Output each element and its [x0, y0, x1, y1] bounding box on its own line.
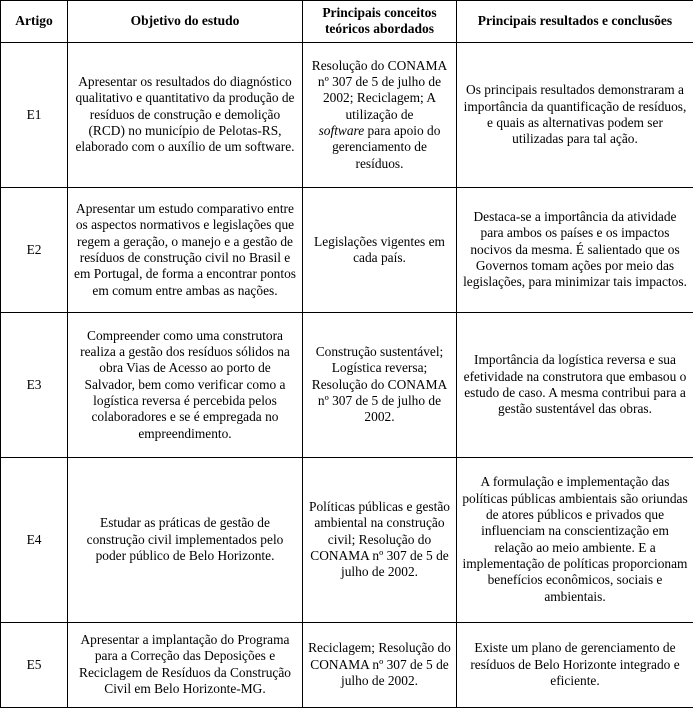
cell-resultados: Destaca-se a importância da atividade para ambos os países e os impactos nocivos da mesma. É salientado que os Governos tomam ações por meio das legislações, para minimizar tais impactos. [457, 187, 693, 312]
cell-conceitos: Legislações vigentes em cada país. [303, 187, 457, 312]
column-header-conceitos: Principais conceitos teóricos abordados [303, 1, 457, 43]
cell-artigo: E4 [1, 457, 68, 622]
cell-conceitos [303, 42, 457, 187]
cell-resultados: Os principais resultados demonstraram a importância da quantificação de resíduos, e quais as alternativas podem ser utilizadas para tal ação. [457, 42, 693, 187]
table-row [1, 42, 693, 187]
cell-objetivo: Estudar as práticas de gestão de construção civil implementados pelo poder público de Belo Horizonte. [68, 457, 303, 622]
cell-resultados: Existe um plano de gerenciamento de resíduos de Belo Horizonte integrado e eficiente. [457, 622, 693, 707]
cell-artigo: E3 [1, 312, 68, 457]
column-header-artigo: Artigo [1, 1, 68, 43]
column-header-resultados: Principais resultados e conclusões [457, 1, 693, 43]
cell-objetivo: Apresentar a implantação do Programa para a Correção das Deposições e Reciclagem de Resíduos da Construção Civil em Belo Horizonte-MG. [68, 622, 303, 707]
cell-conceitos: Reciclagem; Resolução do CONAMA nº 307 de 5 de julho de 2002. [303, 622, 457, 707]
table-row [1, 312, 693, 457]
conceitos-text-part-1: Resolução do CONAMA nº 307 de 5 de julho de 2002; Reciclagem; A utilização de [311, 57, 448, 122]
conceitos-text-italic: software [318, 123, 365, 139]
cell-artigo: E1 [1, 42, 68, 187]
table-row [1, 187, 693, 312]
table-header [1, 1, 693, 43]
cell-artigo: E5 [1, 622, 68, 707]
cell-artigo: E2 [1, 187, 68, 312]
cell-resultados: A formulação e implementação das políticas públicas ambientais são oriundas de atores públicos e privados que influenciam na conscientização em relação ao meio ambiente. E a implementação de políticas proporcionam benefícios econômicos, sociais e ambientais. [457, 457, 693, 622]
cell-conceitos: Políticas públicas e gestão ambiental na construção civil; Resolução do CONAMA nº 307 de 5 de julho de 2002. [303, 457, 457, 622]
cell-objetivo: Apresentar um estudo comparativo entre os aspectos normativos e legislações que regem a geração, o manejo e a gestão de resíduos de construção civil no Brasil e em Portugal, de forma a encontrar pontos em comum entre ambas as nações. [68, 187, 303, 312]
cell-objetivo: Apresentar os resultados do diagnóstico qualitativo e quantitativo da produção de resíduos de construção e demolição (RCD) no município de Pelotas-RS, elaborado com o auxílio de um software. [68, 42, 303, 187]
table-row [1, 457, 693, 622]
table-row [1, 622, 693, 707]
conceitos-text-part-2: para apoio do gerenciamento de resíduos. [332, 123, 441, 171]
table-body [1, 42, 693, 707]
table-header-row [1, 1, 693, 43]
column-header-objetivo: Objetivo do estudo [68, 1, 303, 43]
cell-conceitos: Construção sustentável; Logística reversa; Resolução do CONAMA nº 307 de 5 de julho de 2002. [303, 312, 457, 457]
cell-objetivo: Compreender como uma construtora realiza a gestão dos resíduos sólidos na obra Vias de Acesso ao porto de Salvador, bem como verificar como a logística reversa é percebida pelos colaboradores e se é empregada no empreendimento. [68, 312, 303, 457]
cell-resultados: Importância da logística reversa e sua efetividade na construtora que embasou o estudo de caso. A mesma contribui para a gestão sustentável das obras. [457, 312, 693, 457]
